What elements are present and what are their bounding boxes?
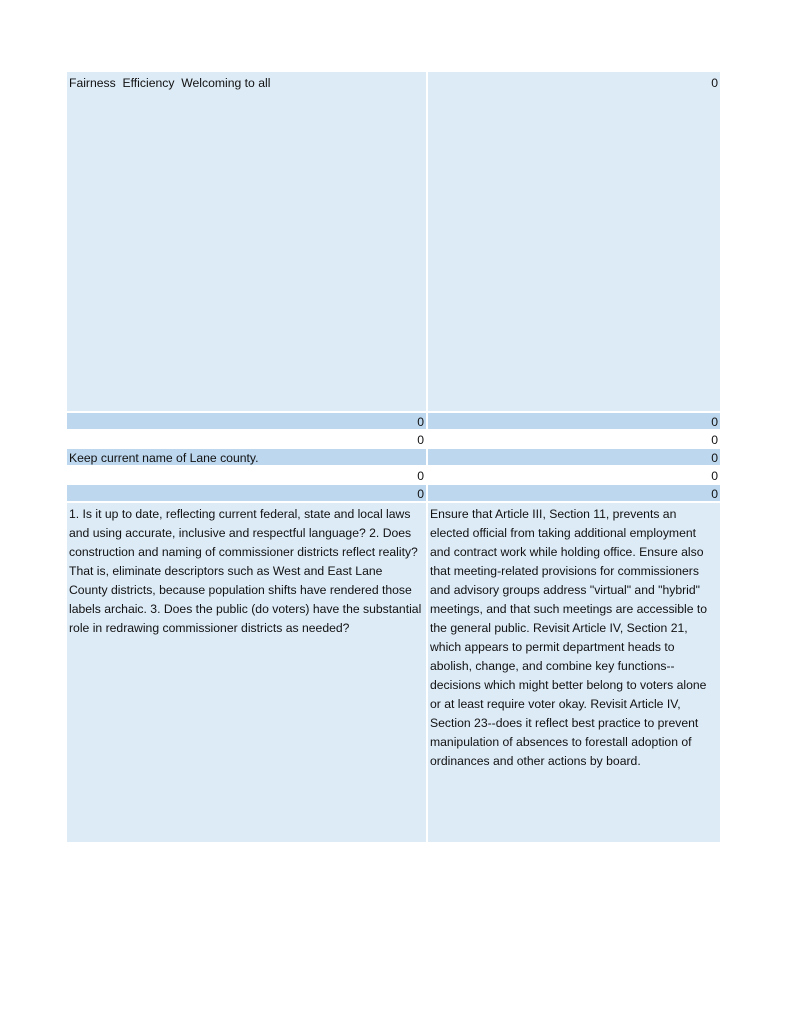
cell-r4-right: 0 [428,449,720,467]
cell-r5-left: 0 [67,467,428,485]
cell-r1-left: Fairness Efficiency Welcoming to all [67,72,428,413]
cell-r5-right: 0 [428,467,720,485]
cell-r3-left: 0 [67,431,428,449]
cell-r7-left: 1. Is it up to date, reflecting current federal, state and local laws and using accurate, inclusive and respectful language? 2. Does construction and naming of commissioner districts reflect reality? That is, eliminate descriptors such as West and East Lane County districts, because population shifts have rendered those labels archaic. 3. Does the public (do voters) have the substantial role in redrawing commissioner districts as needed? [67,503,428,844]
cell-r6-left: 0 [67,485,428,503]
cell-r7-right: Ensure that Article III, Section 11, prevents an elected official from taking additional employment and contract work while holding office. Ensure also that meeting-related provisions for commissioners and advisory groups address "virtual" and "hybrid" meetings, and that such meetings are accessible to the general public. Revisit Article IV, Section 21, which appears to permit department heads to abolish, change, and combine key functions--decisions which might better belong to voters alone or at least require voter okay. Revisit Article IV, Section 23--does it reflect best practice to prevent manipulation of absences to forestall adoption of ordinances and other actions by board. [428,503,720,844]
spreadsheet-table [67,72,720,844]
cell-r1-right: 0 [428,72,720,413]
cell-r4-left: Keep current name of Lane county. [67,449,428,467]
cell-r2-right: 0 [428,413,720,431]
cell-r3-right: 0 [428,431,720,449]
cell-r2-left: 0 [67,413,428,431]
cell-r6-right: 0 [428,485,720,503]
